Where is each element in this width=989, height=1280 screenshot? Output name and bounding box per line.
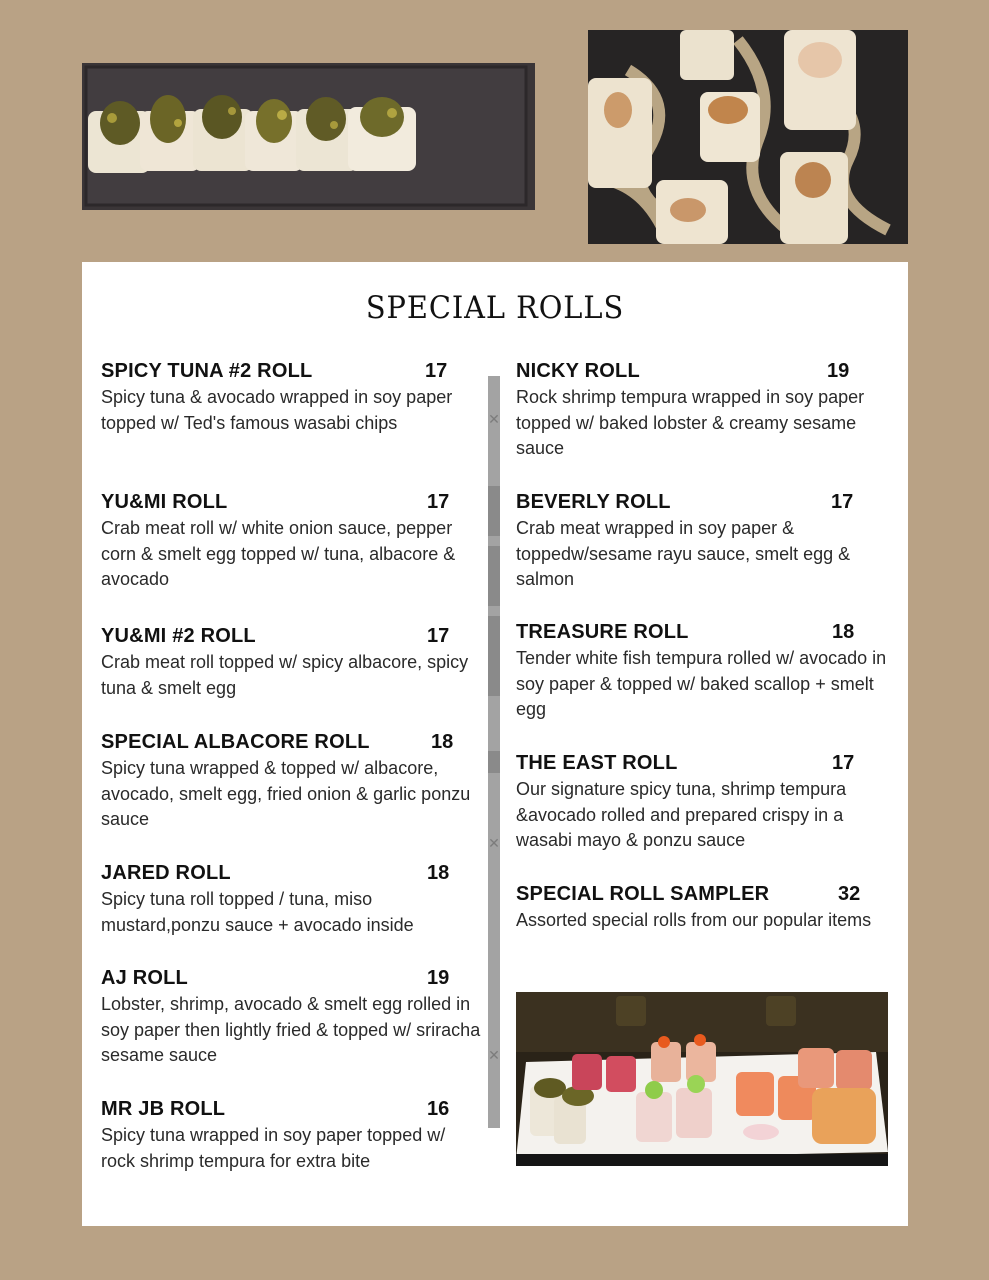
item-price: 19: [827, 360, 850, 382]
menu-item: [101, 731, 481, 833]
item-name: JARED ROLL: [101, 862, 231, 884]
item-description: Rock shrimp tempura wrapped in soy paper topped w/ baked lobster & creamy sesame sauce: [516, 387, 865, 458]
divider-accent: [488, 546, 500, 606]
menu-item: [516, 360, 896, 462]
wasabi-chip-rolls-photo: [82, 63, 535, 210]
item-price: 16: [427, 1098, 450, 1120]
item-name: YU&MI #2 ROLL: [101, 625, 256, 647]
item-name: NICKY ROLL: [516, 360, 640, 382]
menu-item: [101, 625, 481, 701]
menu-item: [101, 967, 481, 1069]
item-price: 17: [427, 491, 450, 513]
item-price: 18: [427, 862, 450, 884]
item-name: TREASURE ROLL: [516, 621, 689, 643]
item-description: Tender white fish tempura rolled w/ avocado in soy paper & topped w/ baked scallop + smelt egg: [516, 648, 887, 719]
item-description: Spicy tuna wrapped & topped w/ albacore, avocado, smelt egg, fried onion & garlic ponzu sauce: [101, 758, 471, 829]
item-price: 17: [425, 360, 448, 382]
page-title: SPECIAL ROLLS: [365, 290, 625, 326]
menu-item: [101, 491, 481, 593]
menu-item: [516, 491, 896, 593]
item-description: Crab meat roll w/ white onion sauce, pepper corn & smelt egg topped w/ tuna, albacore & avocado: [101, 518, 456, 589]
divider-accent: [488, 751, 500, 773]
divider-x-mark-icon: ✕: [488, 411, 500, 427]
item-name: MR JB ROLL: [101, 1098, 226, 1120]
menu-item: [101, 862, 481, 938]
item-description: Spicy tuna wrapped in soy paper topped w/ rock shrimp tempura for extra bite: [101, 1125, 446, 1171]
menu-item: [516, 752, 896, 854]
menu-item: [516, 621, 896, 723]
item-price: 19: [427, 967, 450, 989]
menu-item: [101, 1098, 481, 1174]
item-name: AJ ROLL: [101, 967, 188, 989]
divider-x-mark-icon: ✕: [488, 835, 500, 851]
divider-x-mark-icon: ✕: [488, 1047, 500, 1063]
column-divider: [488, 376, 500, 1128]
item-description: Spicy tuna & avocado wrapped in soy paper topped w/ Ted's famous wasabi chips: [101, 387, 453, 433]
item-name: BEVERLY ROLL: [516, 491, 671, 513]
menu-item: [516, 883, 896, 934]
item-price: 18: [832, 621, 855, 643]
item-price: 32: [838, 883, 861, 905]
item-description: Spicy tuna roll topped / tuna, miso mustard,ponzu sauce + avocado inside: [101, 889, 414, 935]
item-name: SPECIAL ALBACORE ROLL: [101, 731, 370, 753]
item-description: Our signature spicy tuna, shrimp tempura &avocado rolled and prepared crispy in a wasabi mayo & ponzu sauce: [516, 779, 847, 850]
roll-sampler-photo: [516, 992, 888, 1166]
item-price: 17: [831, 491, 854, 513]
item-description: Assorted special rolls from our popular items: [516, 910, 872, 930]
item-description: Lobster, shrimp, avocado & smelt egg rolled in soy paper then lightly fried & topped w/ sriracha sesame sauce: [101, 994, 481, 1065]
item-name: THE EAST ROLL: [516, 752, 678, 774]
divider-accent: [488, 486, 500, 536]
item-description: Crab meat wrapped in soy paper & toppedw/sesame rayu sauce, smelt egg & salmon: [516, 518, 851, 589]
item-price: 17: [832, 752, 855, 774]
item-name: YU&MI ROLL: [101, 491, 228, 513]
item-name: SPICY TUNA #2 ROLL: [101, 360, 313, 382]
item-price: 18: [431, 731, 454, 753]
divider-accent: [488, 616, 500, 696]
item-price: 17: [427, 625, 450, 647]
item-description: Crab meat roll topped w/ spicy albacore, spicy tuna & smelt egg: [101, 652, 469, 698]
item-name: SPECIAL ROLL SAMPLER: [516, 883, 770, 905]
menu-item: [101, 360, 481, 436]
baked-lobster-rolls-photo: [588, 30, 908, 244]
